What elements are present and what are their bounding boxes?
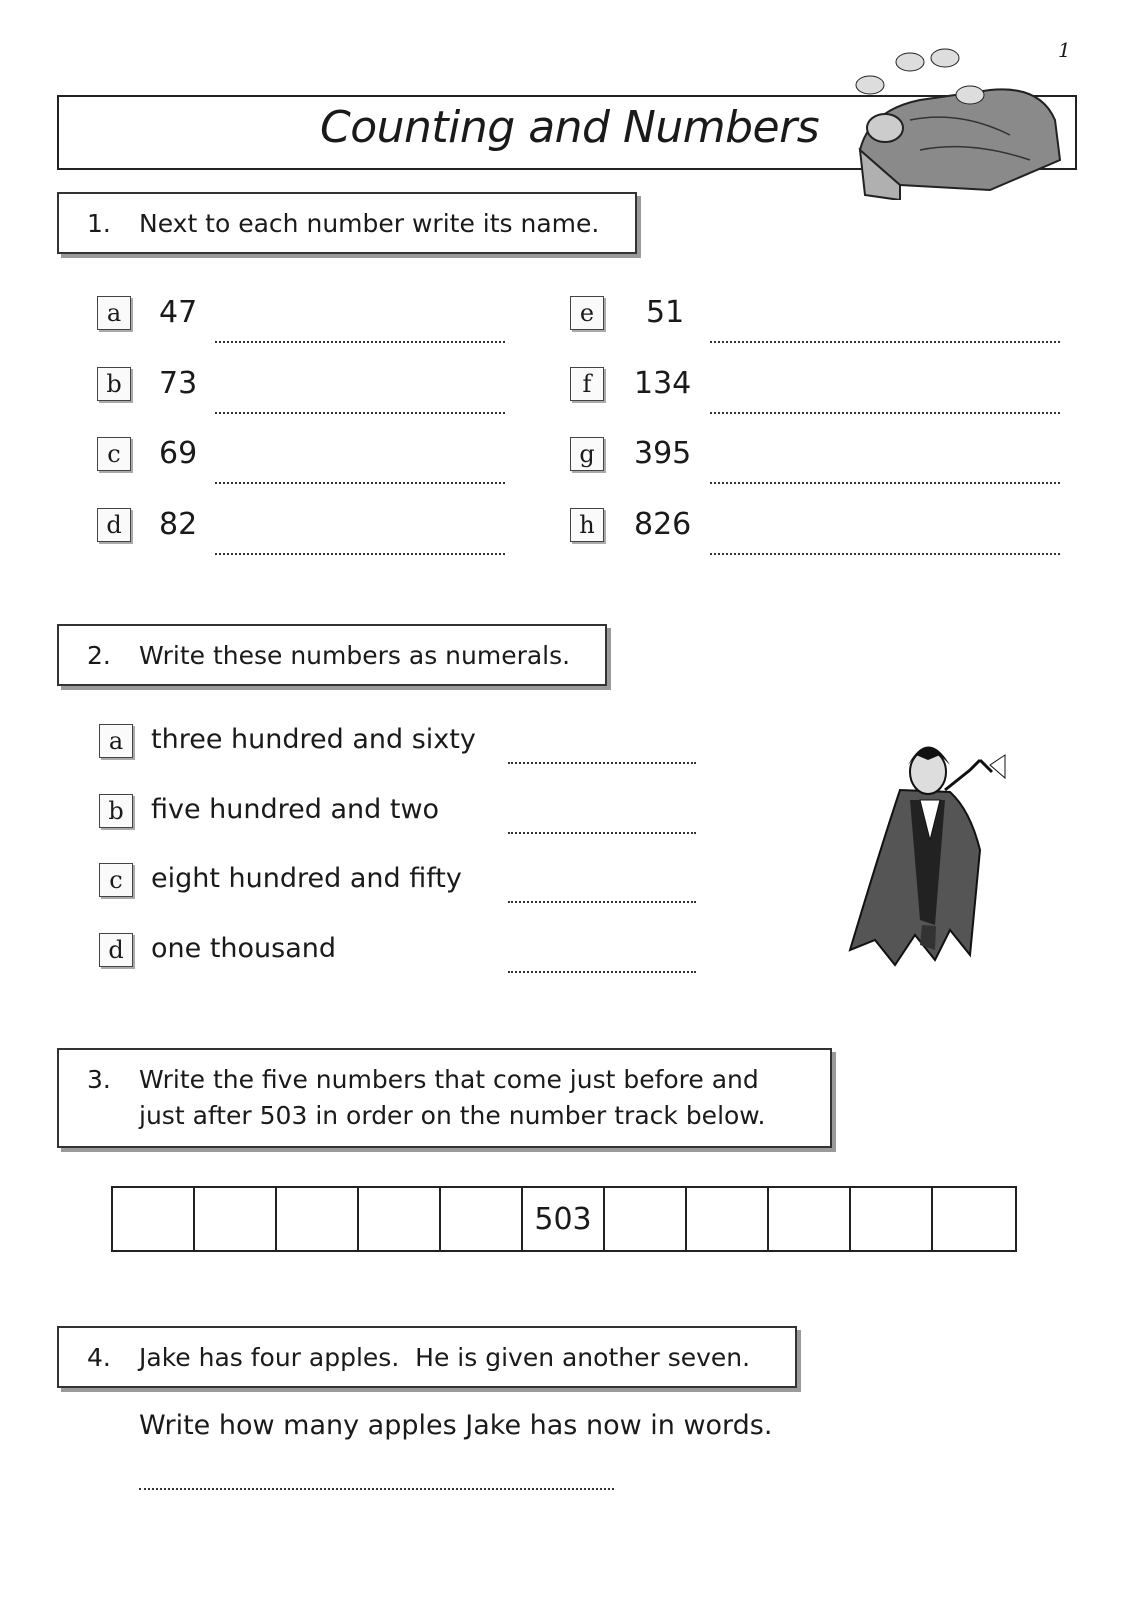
item-number: 51 xyxy=(646,295,685,330)
question-2-box xyxy=(57,624,607,686)
item-letter: c xyxy=(99,863,133,897)
item-letter: g xyxy=(570,437,604,471)
answer-line[interactable] xyxy=(710,553,1060,555)
answer-line[interactable] xyxy=(710,412,1060,414)
item-letter: b xyxy=(97,367,131,401)
question-3-box xyxy=(57,1048,832,1148)
item-letter: c xyxy=(97,437,131,471)
number-track xyxy=(111,1186,1017,1252)
track-cell[interactable] xyxy=(195,1188,277,1250)
item-letter: b xyxy=(99,794,133,828)
track-cell[interactable] xyxy=(605,1188,687,1250)
item-text: three hundred and sixty xyxy=(151,724,476,755)
answer-line[interactable] xyxy=(215,341,505,343)
item-number: 47 xyxy=(159,295,198,330)
item-number: 73 xyxy=(159,366,198,401)
question-3-number: 3. xyxy=(87,1065,111,1094)
track-cell[interactable] xyxy=(851,1188,933,1250)
track-cell[interactable] xyxy=(933,1188,1015,1250)
item-text: eight hundred and fifty xyxy=(151,863,462,894)
item-letter: e xyxy=(570,296,604,330)
item-number: 69 xyxy=(159,436,198,471)
item-number: 134 xyxy=(634,366,692,401)
item-letter: d xyxy=(97,508,131,542)
item-number: 82 xyxy=(159,507,198,542)
track-cell[interactable] xyxy=(687,1188,769,1250)
item-letter: f xyxy=(570,367,604,401)
answer-line[interactable] xyxy=(508,971,696,973)
item-letter: d xyxy=(99,933,133,967)
item-number: 395 xyxy=(634,436,692,471)
question-1-number: 1. xyxy=(87,208,111,238)
answer-line[interactable] xyxy=(508,762,696,764)
item-letter: a xyxy=(97,296,131,330)
question-3-instruction-line-2: just after 503 in order on the number track below. xyxy=(139,1101,766,1130)
item-number: 826 xyxy=(634,507,692,542)
bed-with-sheep-illustration xyxy=(840,40,1080,200)
page-number: 1 xyxy=(1058,38,1071,62)
page-title: Counting and Numbers xyxy=(320,102,820,153)
question-2-number: 2. xyxy=(87,640,111,670)
item-letter: h xyxy=(570,508,604,542)
answer-line[interactable] xyxy=(710,482,1060,484)
item-text: five hundred and two xyxy=(151,794,440,825)
item-letter: a xyxy=(99,724,133,758)
track-cell[interactable] xyxy=(277,1188,359,1250)
question-4-box xyxy=(57,1326,797,1388)
answer-line[interactable] xyxy=(139,1488,614,1490)
track-cell-given: 503 xyxy=(523,1188,605,1250)
answer-line[interactable] xyxy=(215,412,505,414)
answer-line[interactable] xyxy=(710,341,1060,343)
question-4-instruction: Jake has four apples. He is given another seven. xyxy=(139,1342,751,1372)
answer-line[interactable] xyxy=(508,832,696,834)
question-3-instruction-line-1: Write the five numbers that come just before and xyxy=(139,1065,759,1094)
item-text: one thousand xyxy=(151,933,337,964)
track-cell[interactable] xyxy=(113,1188,195,1250)
question-4-number: 4. xyxy=(87,1342,111,1372)
track-cell[interactable] xyxy=(359,1188,441,1250)
vampire-illustration xyxy=(840,730,1040,975)
answer-line[interactable] xyxy=(508,901,696,903)
question-1-instruction: Next to each number write its name. xyxy=(139,208,600,238)
question-1-box xyxy=(57,192,637,254)
answer-line[interactable] xyxy=(215,482,505,484)
question-2-instruction: Write these numbers as numerals. xyxy=(139,640,571,670)
track-cell[interactable] xyxy=(769,1188,851,1250)
answer-line[interactable] xyxy=(215,553,505,555)
question-4-prompt: Write how many apples Jake has now in words. xyxy=(139,1410,773,1441)
track-cell[interactable] xyxy=(441,1188,523,1250)
